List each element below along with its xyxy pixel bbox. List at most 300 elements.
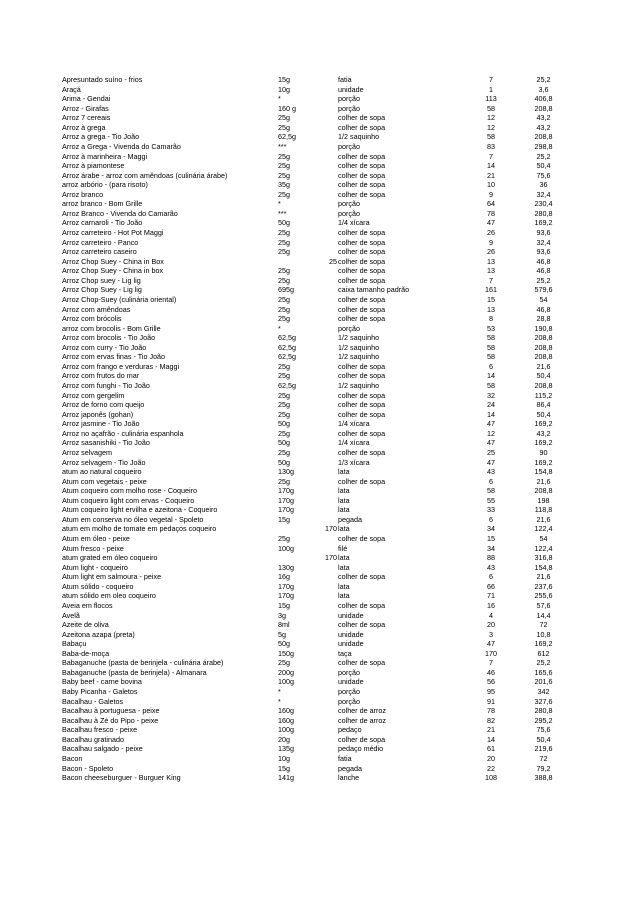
food-name-cell: Bacon - Spoleto: [62, 763, 114, 773]
value-cell: 50,4: [536, 161, 551, 171]
quantity-cell: 15g: [278, 514, 290, 524]
quantity-cell: 50g: [278, 419, 290, 429]
table-row: [62, 257, 568, 267]
quantity-cell: 170g: [278, 581, 294, 591]
measure-cell: colher de sopa: [338, 476, 386, 486]
count-cell: 47: [487, 419, 495, 429]
value-cell: 579,6: [534, 285, 553, 295]
count-cell: 64: [487, 199, 495, 209]
value-cell: 93,6: [536, 247, 551, 257]
measure-cell: lata: [338, 524, 350, 534]
value-cell: 298,8: [534, 141, 553, 151]
food-name-cell: Atum em óleo - peixe: [62, 534, 130, 543]
value-cell: 169,2: [534, 457, 553, 467]
food-name-cell: Arroz com ervas finas - Tio João: [62, 352, 166, 362]
count-cell: 46: [487, 667, 495, 677]
food-name-cell: Baba-de-moça: [62, 648, 110, 658]
table-row: [62, 419, 568, 429]
value-cell: 190,8: [534, 323, 553, 333]
food-name-cell: Arroz com funghi - Tio João: [62, 381, 150, 390]
quantity-cell: *: [278, 323, 281, 333]
table-row: [62, 123, 568, 133]
table-row: [62, 582, 568, 592]
value-cell: 122,4: [534, 524, 553, 534]
measure-cell: porção: [338, 94, 360, 104]
value-cell: 280,8: [534, 706, 553, 716]
measure-cell: porção: [338, 103, 360, 113]
value-cell: 169,2: [534, 218, 553, 228]
quantity-cell: 50g: [278, 457, 290, 467]
table-row: [62, 544, 568, 554]
table-row: [62, 553, 568, 563]
table-row: [62, 362, 568, 372]
food-name-cell: Avelã: [62, 610, 80, 620]
measure-cell: pedaço médio: [338, 744, 384, 754]
measure-cell: colher de sopa: [338, 266, 386, 276]
quantity-cell: 695g: [278, 285, 294, 295]
quantity-cell: 10g: [278, 753, 290, 763]
measure-cell: unidade: [338, 610, 364, 620]
value-cell: 208,8: [534, 381, 553, 390]
quantity-cell: 25g: [278, 122, 290, 132]
count-cell: 6: [489, 514, 493, 524]
table-row: [62, 209, 568, 219]
food-name-cell: Atum light - coqueiro: [62, 562, 128, 572]
count-cell: 12: [487, 122, 495, 132]
table-row: [62, 276, 568, 286]
table-row: [62, 658, 568, 668]
quantity-cell: 25g: [278, 294, 290, 304]
measure-cell: 1/2 saquinho: [338, 352, 380, 362]
value-cell: 154,8: [534, 562, 553, 572]
food-name-cell: Bacalhau gratinado: [62, 734, 124, 744]
measure-cell: lata: [338, 562, 350, 572]
count-cell: 161: [485, 285, 497, 295]
measure-cell: colher de arroz: [338, 706, 386, 716]
table-row: [62, 180, 568, 190]
measure-cell: colher de sopa: [338, 409, 386, 419]
measure-cell: porção: [338, 208, 360, 218]
value-cell: 46,8: [536, 266, 551, 276]
food-name-cell: Arroz no açafrão - culinária espanhola: [62, 428, 184, 438]
value-cell: 25,2: [536, 75, 551, 84]
table-row: [62, 496, 568, 506]
food-name-cell: Bacon: [62, 753, 83, 763]
count-cell: 170: [485, 648, 497, 658]
food-name-cell: arroz branco - Bom Grille: [62, 199, 143, 209]
table-row: [62, 505, 568, 515]
food-name-cell: Arroz selvagem: [62, 447, 112, 457]
table-row: [62, 113, 568, 123]
table-row: [62, 285, 568, 295]
quantity-cell: 8ml: [278, 620, 290, 630]
count-cell: 15: [487, 534, 495, 543]
measure-cell: unidade: [338, 639, 364, 649]
quantity-cell: 62,5g: [278, 342, 296, 352]
quantity-cell: 25g: [278, 400, 290, 410]
table-row: [62, 591, 568, 601]
quantity-cell: 25g: [278, 409, 290, 419]
measure-cell: colher de sopa: [338, 400, 386, 410]
food-name-cell: Atum sólido - coqueiro: [62, 581, 134, 591]
measure-cell: porção: [338, 687, 360, 696]
count-cell: 61: [487, 744, 495, 754]
measure-cell: 1/2 saquinho: [338, 333, 380, 343]
quantity-cell: 170: [325, 553, 337, 563]
quantity-cell: 100g: [278, 677, 294, 687]
quantity-cell: 25g: [278, 534, 290, 543]
quantity-cell: 25g: [278, 189, 290, 199]
food-table-body: [62, 75, 568, 783]
value-cell: 295,2: [534, 715, 553, 725]
count-cell: 33: [487, 505, 495, 515]
food-name-cell: Arroz árabe - arroz com amêndoas (culinária árabe): [62, 170, 228, 180]
value-cell: 93,6: [536, 228, 551, 237]
quantity-cell: 25g: [278, 275, 290, 285]
count-cell: 43: [487, 467, 495, 477]
table-row: [62, 725, 568, 735]
table-row: [62, 697, 568, 707]
value-cell: 28,8: [536, 314, 551, 324]
value-cell: 90: [539, 447, 548, 457]
food-name-cell: Atum light em salmoura - peixe: [62, 572, 162, 582]
value-cell: 50,4: [536, 734, 551, 744]
food-calorie-table: [62, 75, 568, 783]
quantity-cell: 25g: [278, 314, 290, 324]
table-row: [62, 668, 568, 678]
food-name-cell: Bacalhau - Galetos: [62, 696, 124, 706]
food-name-cell: Atum coqueiro com molho rose - Coqueiro: [62, 486, 198, 496]
quantity-cell: 141g: [278, 773, 294, 783]
quantity-cell: 15g: [278, 75, 290, 84]
table-row: [62, 630, 568, 640]
value-cell: 43,2: [536, 428, 551, 438]
count-cell: 43: [487, 562, 495, 572]
food-name-cell: Aveia em flocos: [62, 600, 113, 610]
food-name-cell: Arroz carreteiro - Hot Pot Maggi: [62, 228, 164, 237]
value-cell: 72: [539, 753, 548, 763]
count-cell: 47: [487, 438, 495, 448]
count-cell: 14: [487, 161, 495, 171]
value-cell: 165,6: [534, 667, 553, 677]
value-cell: 21,6: [536, 361, 551, 371]
count-cell: 6: [489, 572, 493, 582]
table-row: [62, 75, 568, 85]
count-cell: 15: [487, 294, 495, 304]
food-name-cell: atum sólido em oleo coqueiro: [62, 591, 156, 601]
measure-cell: fatia: [338, 75, 352, 84]
count-cell: 3: [489, 629, 493, 639]
value-cell: 72: [539, 620, 548, 630]
table-row: [62, 171, 568, 181]
value-cell: 32,4: [536, 189, 551, 199]
measure-cell: lata: [338, 553, 350, 563]
food-name-cell: Arroz - Girafas: [62, 103, 109, 113]
food-name-cell: Arroz jasmine - Tio João: [62, 419, 140, 429]
value-cell: 21,6: [536, 514, 551, 524]
table-row: [62, 687, 568, 697]
food-name-cell: Arroz Chop-Suey (culinária oriental): [62, 294, 177, 304]
quantity-cell: 200g: [278, 667, 294, 677]
value-cell: 169,2: [534, 438, 553, 448]
table-row: [62, 677, 568, 687]
food-name-cell: Arroz com brócolis: [62, 314, 122, 324]
value-cell: 36: [539, 180, 548, 190]
table-row: [62, 649, 568, 659]
quantity-cell: 25g: [278, 428, 290, 438]
food-name-cell: Arroz Chop Suey - Lig lig: [62, 285, 142, 295]
quantity-cell: ***: [278, 141, 287, 151]
table-row: [62, 515, 568, 525]
table-row: [62, 639, 568, 649]
quantity-cell: 20g: [278, 734, 290, 744]
count-cell: 58: [487, 381, 495, 390]
food-name-cell: atum grated em óleo coqueiro: [62, 553, 158, 563]
food-name-cell: Bacalhau à portuguesa - peixe: [62, 706, 160, 716]
food-name-cell: Arroz Branco - Vivenda do Camarão: [62, 208, 178, 218]
food-name-cell: Atum coqueiro light com ervas - Coqueiro: [62, 495, 195, 505]
measure-cell: colher de arroz: [338, 715, 386, 725]
count-cell: 58: [487, 103, 495, 113]
food-name-cell: Azeite de oliva: [62, 620, 109, 630]
quantity-cell: ***: [278, 208, 287, 218]
count-cell: 91: [487, 696, 495, 706]
value-cell: 50,4: [536, 371, 551, 381]
value-cell: 54: [539, 534, 548, 543]
measure-cell: unidade: [338, 84, 364, 94]
count-cell: 13: [487, 256, 495, 266]
measure-cell: colher de sopa: [338, 734, 386, 744]
food-name-cell: Arroz carreteiro caseiro: [62, 247, 137, 257]
table-row: [62, 266, 568, 276]
measure-cell: colher de sopa: [338, 275, 386, 285]
measure-cell: porção: [338, 141, 360, 151]
count-cell: 6: [489, 361, 493, 371]
count-cell: 16: [487, 600, 495, 610]
food-name-cell: Arroz branco: [62, 189, 104, 199]
table-row: [62, 754, 568, 764]
food-name-cell: Babaçu: [62, 639, 87, 649]
food-name-cell: Azeitona azapa (preta): [62, 629, 135, 639]
quantity-cell: *: [278, 199, 281, 209]
value-cell: 21,6: [536, 572, 551, 582]
table-row: [62, 706, 568, 716]
measure-cell: unidade: [338, 629, 364, 639]
food-name-cell: Apresuntado suíno - frios: [62, 75, 143, 84]
measure-cell: colher de sopa: [338, 122, 386, 132]
value-cell: 198: [537, 495, 550, 505]
value-cell: 118,8: [534, 505, 553, 515]
table-row: [62, 458, 568, 468]
table-row: [62, 486, 568, 496]
food-name-cell: Arroz carreteiro - Panco: [62, 237, 139, 247]
count-cell: 9: [489, 189, 493, 199]
count-cell: 32: [487, 390, 495, 400]
measure-cell: colher de sopa: [338, 228, 386, 237]
quantity-cell: 130g: [278, 562, 294, 572]
value-cell: 32,4: [536, 237, 551, 247]
measure-cell: colher de sopa: [338, 600, 386, 610]
value-cell: 169,2: [534, 419, 553, 429]
count-cell: 22: [487, 763, 495, 773]
table-row: [62, 716, 568, 726]
table-row: [62, 611, 568, 621]
count-cell: 83: [487, 141, 495, 151]
quantity-cell: 15g: [278, 600, 290, 610]
value-cell: 406,8: [534, 94, 553, 104]
count-cell: 53: [487, 323, 495, 333]
measure-cell: colher de sopa: [338, 428, 386, 438]
quantity-cell: 160g: [278, 715, 294, 725]
quantity-cell: 10g: [278, 84, 290, 94]
quantity-cell: 62,5g: [278, 352, 296, 362]
food-name-cell: atum em molho de tomate em pedaços coqueiro: [62, 524, 217, 534]
measure-cell: pegada: [338, 514, 362, 524]
table-row: [62, 324, 568, 334]
value-cell: 21,6: [536, 476, 551, 486]
measure-cell: lata: [338, 495, 350, 505]
value-cell: 230,4: [534, 199, 553, 209]
measure-cell: caixa tamanho padrão: [338, 285, 410, 295]
measure-cell: lanche: [338, 773, 360, 783]
food-name-cell: Arroz com brocolis - Tio João: [62, 333, 156, 343]
measure-cell: lata: [338, 591, 350, 601]
table-row: [62, 152, 568, 162]
count-cell: 14: [487, 734, 495, 744]
quantity-cell: 50g: [278, 218, 290, 228]
value-cell: 208,8: [534, 103, 553, 113]
table-row: [62, 333, 568, 343]
food-name-cell: Arroz 7 cereais: [62, 113, 111, 123]
table-row: [62, 142, 568, 152]
value-cell: 342: [537, 687, 550, 696]
quantity-cell: 170: [325, 524, 337, 534]
table-row: [62, 190, 568, 200]
quantity-cell: 25g: [278, 228, 290, 237]
quantity-cell: 25g: [278, 170, 290, 180]
measure-cell: filé: [338, 543, 348, 553]
count-cell: 24: [487, 400, 495, 410]
measure-cell: colher de sopa: [338, 447, 386, 457]
count-cell: 4: [489, 610, 493, 620]
food-name-cell: Arroz à piamontese: [62, 161, 125, 171]
value-cell: 208,8: [534, 352, 553, 362]
food-name-cell: Arroz com gergelim: [62, 390, 125, 400]
table-row: [62, 448, 568, 458]
measure-cell: lata: [338, 581, 350, 591]
food-name-cell: Arroz à marinheira - Maggi: [62, 151, 148, 161]
table-row: [62, 228, 568, 238]
quantity-cell: 25g: [278, 247, 290, 257]
food-name-cell: atum ao natural coqueiro: [62, 467, 142, 477]
count-cell: 34: [487, 543, 495, 553]
value-cell: 255,6: [534, 591, 553, 601]
value-cell: 388,8: [534, 773, 553, 783]
table-row: [62, 238, 568, 248]
food-name-cell: Bacalhau fresco - peixe: [62, 725, 138, 735]
count-cell: 58: [487, 342, 495, 352]
quantity-cell: 25g: [278, 113, 290, 123]
value-cell: 25,2: [536, 275, 551, 285]
quantity-cell: *: [278, 94, 281, 104]
measure-cell: colher de sopa: [338, 371, 386, 381]
value-cell: 75,6: [536, 170, 551, 180]
value-cell: 169,2: [534, 639, 553, 649]
measure-cell: 1/3 xícara: [338, 457, 370, 467]
count-cell: 108: [485, 773, 497, 783]
value-cell: 280,8: [534, 208, 553, 218]
table-row: [62, 744, 568, 754]
count-cell: 10: [487, 180, 495, 190]
count-cell: 55: [487, 495, 495, 505]
measure-cell: unidade: [338, 677, 364, 687]
count-cell: 12: [487, 428, 495, 438]
measure-cell: pegada: [338, 763, 362, 773]
value-cell: 25,2: [536, 658, 551, 668]
table-row: [62, 104, 568, 114]
table-row: [62, 773, 568, 783]
table-row: [62, 295, 568, 305]
quantity-cell: 150g: [278, 648, 294, 658]
quantity-cell: 135g: [278, 744, 294, 754]
food-name-cell: Bacalhau salgado - peixe: [62, 744, 143, 754]
table-row: [62, 620, 568, 630]
table-row: [62, 601, 568, 611]
quantity-cell: *: [278, 696, 281, 706]
count-cell: 88: [487, 553, 495, 563]
food-name-cell: Baby Picanha - Galetos: [62, 687, 138, 696]
quantity-cell: 62,5g: [278, 333, 296, 343]
count-cell: 58: [487, 352, 495, 362]
food-name-cell: Arima - Gendai: [62, 94, 111, 104]
food-name-cell: Arroz com curry - Tio João: [62, 342, 147, 352]
value-cell: 154,8: [534, 467, 553, 477]
count-cell: 58: [487, 333, 495, 343]
measure-cell: colher de sopa: [338, 572, 386, 582]
measure-cell: porção: [338, 323, 360, 333]
count-cell: 8: [489, 314, 493, 324]
quantity-cell: 50g: [278, 438, 290, 448]
measure-cell: colher de sopa: [338, 390, 386, 400]
table-row: [62, 314, 568, 324]
value-cell: 43,2: [536, 122, 551, 132]
quantity-cell: 25: [329, 256, 337, 266]
table-row: [62, 534, 568, 544]
food-name-cell: Atum com vegetais - peixe: [62, 476, 147, 486]
value-cell: 122,4: [534, 543, 553, 553]
measure-cell: 1/2 saquinho: [338, 342, 380, 352]
table-row: [62, 572, 568, 582]
food-name-cell: Arroz a Grega - Vivenda do Camarão: [62, 141, 181, 151]
quantity-cell: 25g: [278, 304, 290, 314]
quantity-cell: 5g: [278, 629, 286, 639]
count-cell: 113: [485, 94, 497, 104]
food-name-cell: Arroz Chop Suey - China in box: [62, 266, 164, 276]
measure-cell: lata: [338, 486, 350, 496]
value-cell: 86,4: [536, 400, 551, 410]
value-cell: 208,8: [534, 342, 553, 352]
measure-cell: 1/2 saquinho: [338, 381, 380, 390]
measure-cell: colher de sopa: [338, 170, 386, 180]
value-cell: 46,8: [536, 256, 551, 266]
measure-cell: taça: [338, 648, 352, 658]
quantity-cell: 170g: [278, 591, 294, 601]
count-cell: 9: [489, 237, 493, 247]
count-cell: 13: [487, 266, 495, 276]
measure-cell: porção: [338, 667, 360, 677]
food-name-cell: Arroz com frango e verduras - Maggi: [62, 361, 180, 371]
food-name-cell: arroz arbório - (para risoto): [62, 180, 148, 190]
